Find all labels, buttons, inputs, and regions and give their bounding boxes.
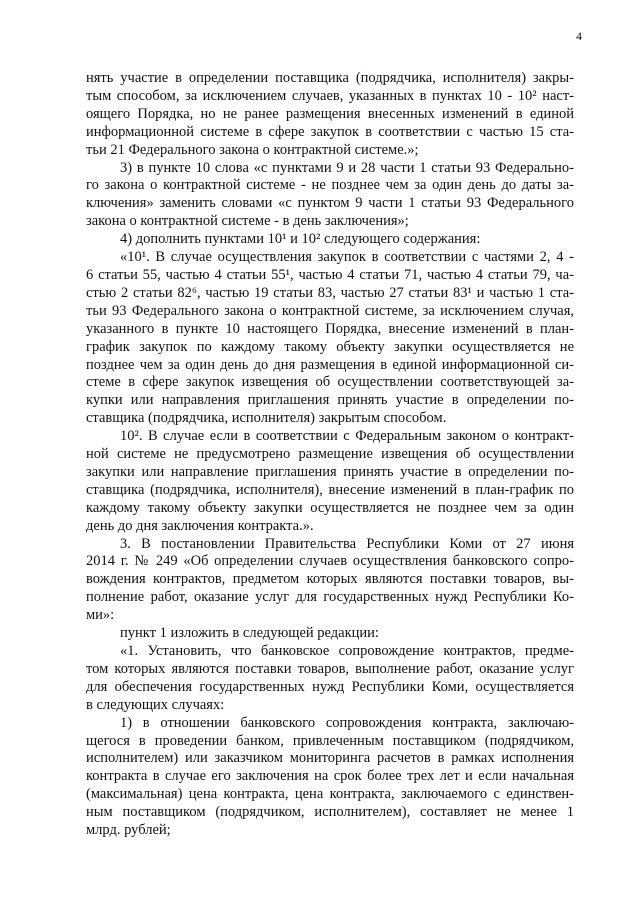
text-line: полнение работ, оказание услуг для государственных нужд Республики Ко- — [86, 589, 574, 606]
text-line: 4) дополнить пунктами 10¹ и 10² следующего содержания: — [120, 231, 481, 248]
text-line: контракта в случае его заключения на срок более трех лет и если начальная — [86, 768, 574, 785]
text-line: 6 статьи 55, частью 4 статьи 55¹, частью 4 статьи 71, частью 4 статьи 79, ча- — [86, 266, 574, 283]
text-line: тым способом, за исключением случаев, указанных в пунктах 10 - 10² наст- — [86, 87, 574, 104]
text-line: каждому такому объекту закупки осуществляется не позднее чем за один — [86, 499, 574, 516]
text-line: ставщика (подрядчика, исполнителя), внесение изменений в план-график по — [86, 481, 574, 498]
text-line: в следующих случаях: — [86, 696, 225, 713]
text-line: купки или направления приглашения принять участие в определении по- — [86, 392, 574, 409]
text-line: нять участие в определении поставщика (подрядчика, исполнителя) закры- — [86, 70, 574, 86]
text-line: тьи 21 Федерального закона о контрактной системе.»; — [86, 141, 419, 158]
text-line: ми»: — [86, 607, 115, 624]
text-line: позднее чем за один день до дня размещения в единой информационной си- — [86, 356, 574, 373]
text-line: график закупок по каждому такому объекту закупки осуществляется не — [86, 338, 574, 355]
text-line: том которых являются поставки товаров, выполнение работ, оказание услуг — [86, 660, 574, 677]
text-line: млрд. рублей; — [86, 822, 171, 839]
text-line: информационной системе в сфере закупок в соответствии с частью 15 ста- — [86, 123, 574, 140]
text-line: закупки или направление приглашения принять участие в определении по- — [86, 463, 574, 480]
text-line: закона о контрактной системе - в день заключения»; — [86, 213, 409, 230]
text-line: ным поставщиком (подрядчиком, исполнителем), составляет не менее 1 — [86, 804, 574, 821]
text-line: стью 2 статьи 82⁶, частью 19 статьи 83, частью 27 статьи 83¹ и частью 1 ста- — [86, 284, 574, 301]
text-line: 2014 г. № 249 «Об определении случаев осуществления банковского сопро- — [86, 553, 574, 570]
text-line: оящего Порядка, но не ранее размещения внесенных изменений в единой — [86, 105, 574, 122]
text-line: вождения контрактов, предметом которых являются поставки товаров, вы- — [86, 571, 574, 588]
text-line: для обеспечения государственных нужд Республики Коми, осуществляется — [86, 678, 574, 695]
text-line: стеме в сфере закупок извещения об осуществлении соответствующей за- — [86, 374, 574, 391]
text-line: исполнителем) или заказчиком мониторинга расчетов в рамках исполнения — [86, 750, 574, 767]
text-line: ключения» заменить словами «с пунктом 9 части 1 статьи 93 Федерального — [86, 195, 574, 212]
text-line: тьи 93 Федерального закона о контрактной системе, за исключением случая, — [86, 302, 574, 319]
document-body — [86, 70, 574, 840]
text-line: го закона о контрактной системе - не позднее чем за один день до даты за- — [86, 177, 574, 194]
text-line: 1) в отношении банковского сопровождения контракта, заключаю- — [120, 714, 574, 731]
text-line: пункт 1 изложить в следующей редакции: — [120, 625, 379, 642]
text-line: ной системе не предусмотрено размещение извещения об осуществлении — [86, 446, 574, 463]
text-line: 10². В случае если в соответствии с Федеральным законом о контракт- — [120, 428, 574, 445]
text-line: 3. В постановлении Правительства Республики Коми от 27 июня — [120, 535, 574, 552]
text-line: 3) в пункте 10 слова «с пунктами 9 и 28 части 1 статьи 93 Федерально- — [120, 159, 574, 176]
page-number: 4 — [576, 29, 582, 43]
text-line: «10¹. В случае осуществления закупок в соответствии с частями 2, 4 - — [120, 249, 574, 266]
text-line: щегося в проведении банком, привлеченным поставщиком (подрядчиком, — [86, 732, 574, 749]
text-line: указанного в пункте 10 настоящего Порядка, внесение изменений в план- — [86, 320, 574, 337]
text-line: (максимальная) цена контракта, цена контракта, заключаемого с единствен- — [86, 786, 574, 803]
text-line: «1. Установить, что банковское сопровождение контрактов, предме- — [120, 643, 574, 659]
text-line: ставщика (подрядчика, исполнителя) закрытым способом. — [86, 410, 447, 427]
text-line: день до дня заключения контракта.». — [86, 517, 314, 534]
